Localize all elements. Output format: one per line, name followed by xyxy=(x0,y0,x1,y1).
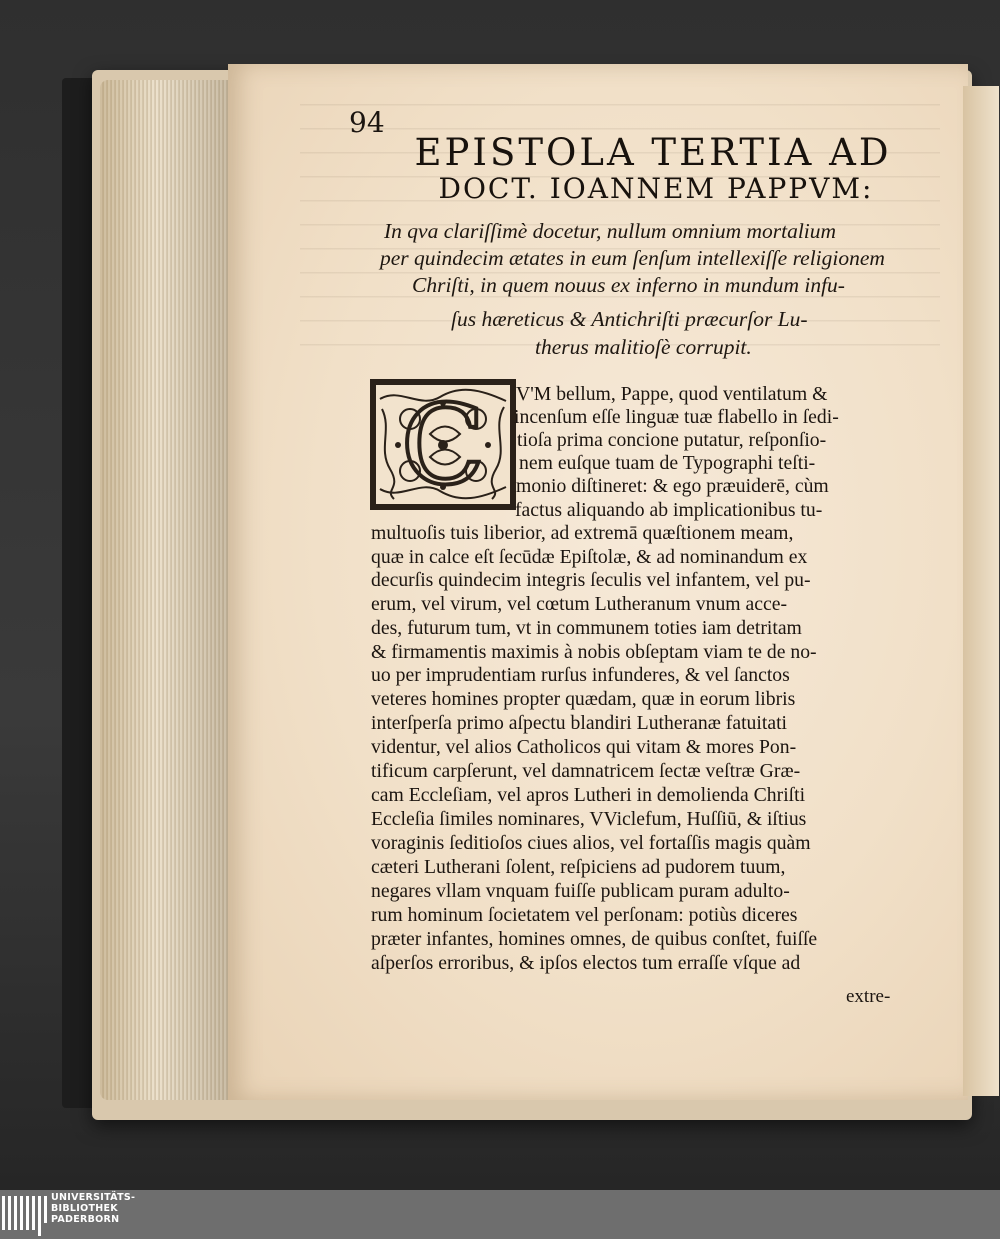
subtitle-line: In qva clariſſimè docetur, nullum omnium mortalium xyxy=(384,219,837,243)
logo-line: UNIVERSITÄTS- xyxy=(51,1192,136,1203)
body-line: veteres homines propter quædam, quæ in eorum libris xyxy=(371,688,796,710)
body-line: erum, vel virum, vel cœtum Lutheranum vnum acce- xyxy=(371,593,788,615)
page-edges xyxy=(100,80,240,1100)
initial-letter: C xyxy=(400,381,486,509)
library-logo-icon xyxy=(0,1190,48,1239)
footer-bar xyxy=(0,1190,1000,1239)
body-line: incenſum eſſe linguæ tuæ flabello in ſedi- xyxy=(514,406,839,428)
body-line: præter infantes, homines omnes, de quibus conſtet, fuiſſe xyxy=(371,928,818,950)
body-line: tioſa prima concione putatur, reſponſio- xyxy=(517,429,827,451)
title-line-2: DOCT. IOANNEM PAPPVM: xyxy=(438,172,874,205)
facing-page-edge xyxy=(963,86,999,1096)
library-logo-text xyxy=(51,1192,135,1225)
body-line: & firmamentis maximis à nobis obſeptam viam te de no- xyxy=(371,641,817,663)
body-line: negares vllam vnquam fuiſſe publicam puram adulto- xyxy=(371,880,790,902)
body-line: decurſis quindecim integris ſeculis vel infantem, vel pu- xyxy=(371,569,811,591)
subtitle-line: therus malitioſè corrupit. xyxy=(535,335,752,359)
page-number: 94 xyxy=(349,106,385,139)
body-line: videntur, vel alios Catholicos qui vitam & mores Pon- xyxy=(371,736,797,758)
body-line: V'M bellum, Pappe, quod ventilatum & xyxy=(516,383,828,405)
body-line: factus aliquando ab implicationibus tu- xyxy=(515,499,823,521)
title-line-1: EPISTOLA TERTIA AD xyxy=(414,131,892,174)
body-line: tificum carpſerunt, vel damnatricem ſectæ veſtræ Græ- xyxy=(371,760,801,782)
body-line: cam Eccleſiam, vel apros Lutheri in demolienda Chriſti xyxy=(371,784,806,806)
body-line: nem euſque tuam de Typographi teſti- xyxy=(519,452,816,474)
body-line: des, futurum tum, vt in communem toties iam detritam xyxy=(371,617,802,639)
subtitle-line: Chriſti, in quem nouus ex inferno in mundum infu- xyxy=(412,273,845,297)
body-line: monio diſtineret: & ego præuiderē, cùm xyxy=(516,475,829,497)
catchword: extre- xyxy=(846,986,891,1007)
body-line: quæ in calce eſt ſecūdæ Epiſtolæ, & ad nominandum ex xyxy=(371,546,808,568)
body-line: Eccleſia ſimiles nominares, VViclefum, Huſſiū, & iſtius xyxy=(371,808,807,830)
body-line: rum hominum ſocietatem vel perſonam: potiùs diceres xyxy=(371,904,798,926)
body-line: interſperſa primo aſpectu blandiri Lutheranæ fatuitati xyxy=(371,712,788,734)
body-line: cæteri Lutherani ſolent, reſpiciens ad pudorem tuum, xyxy=(371,856,786,878)
body-line: multuoſis tuis liberior, ad extremā quæſtionem meam, xyxy=(371,522,794,544)
logo-line: PADERBORN xyxy=(51,1214,120,1225)
decorated-initial xyxy=(370,379,516,510)
subtitle-line: ſus hæreticus & Antichriſti præcurſor Lu- xyxy=(451,307,808,331)
logo-line: BIBLIOTHEK xyxy=(51,1203,118,1214)
body-line: voraginis ſeditioſos ciues alios, vel fortaſſis magis quàm xyxy=(371,832,811,854)
subtitle-line: per quindecim ætates in eum ſenſum intellexiſſe religionem xyxy=(380,246,885,270)
body-line: aſperſos erroribus, & ipſos electos tum erraſſe vſque ad xyxy=(371,952,801,974)
body-line: uo per imprudentiam rurſus infunderes, & vel ſanctos xyxy=(371,664,790,686)
